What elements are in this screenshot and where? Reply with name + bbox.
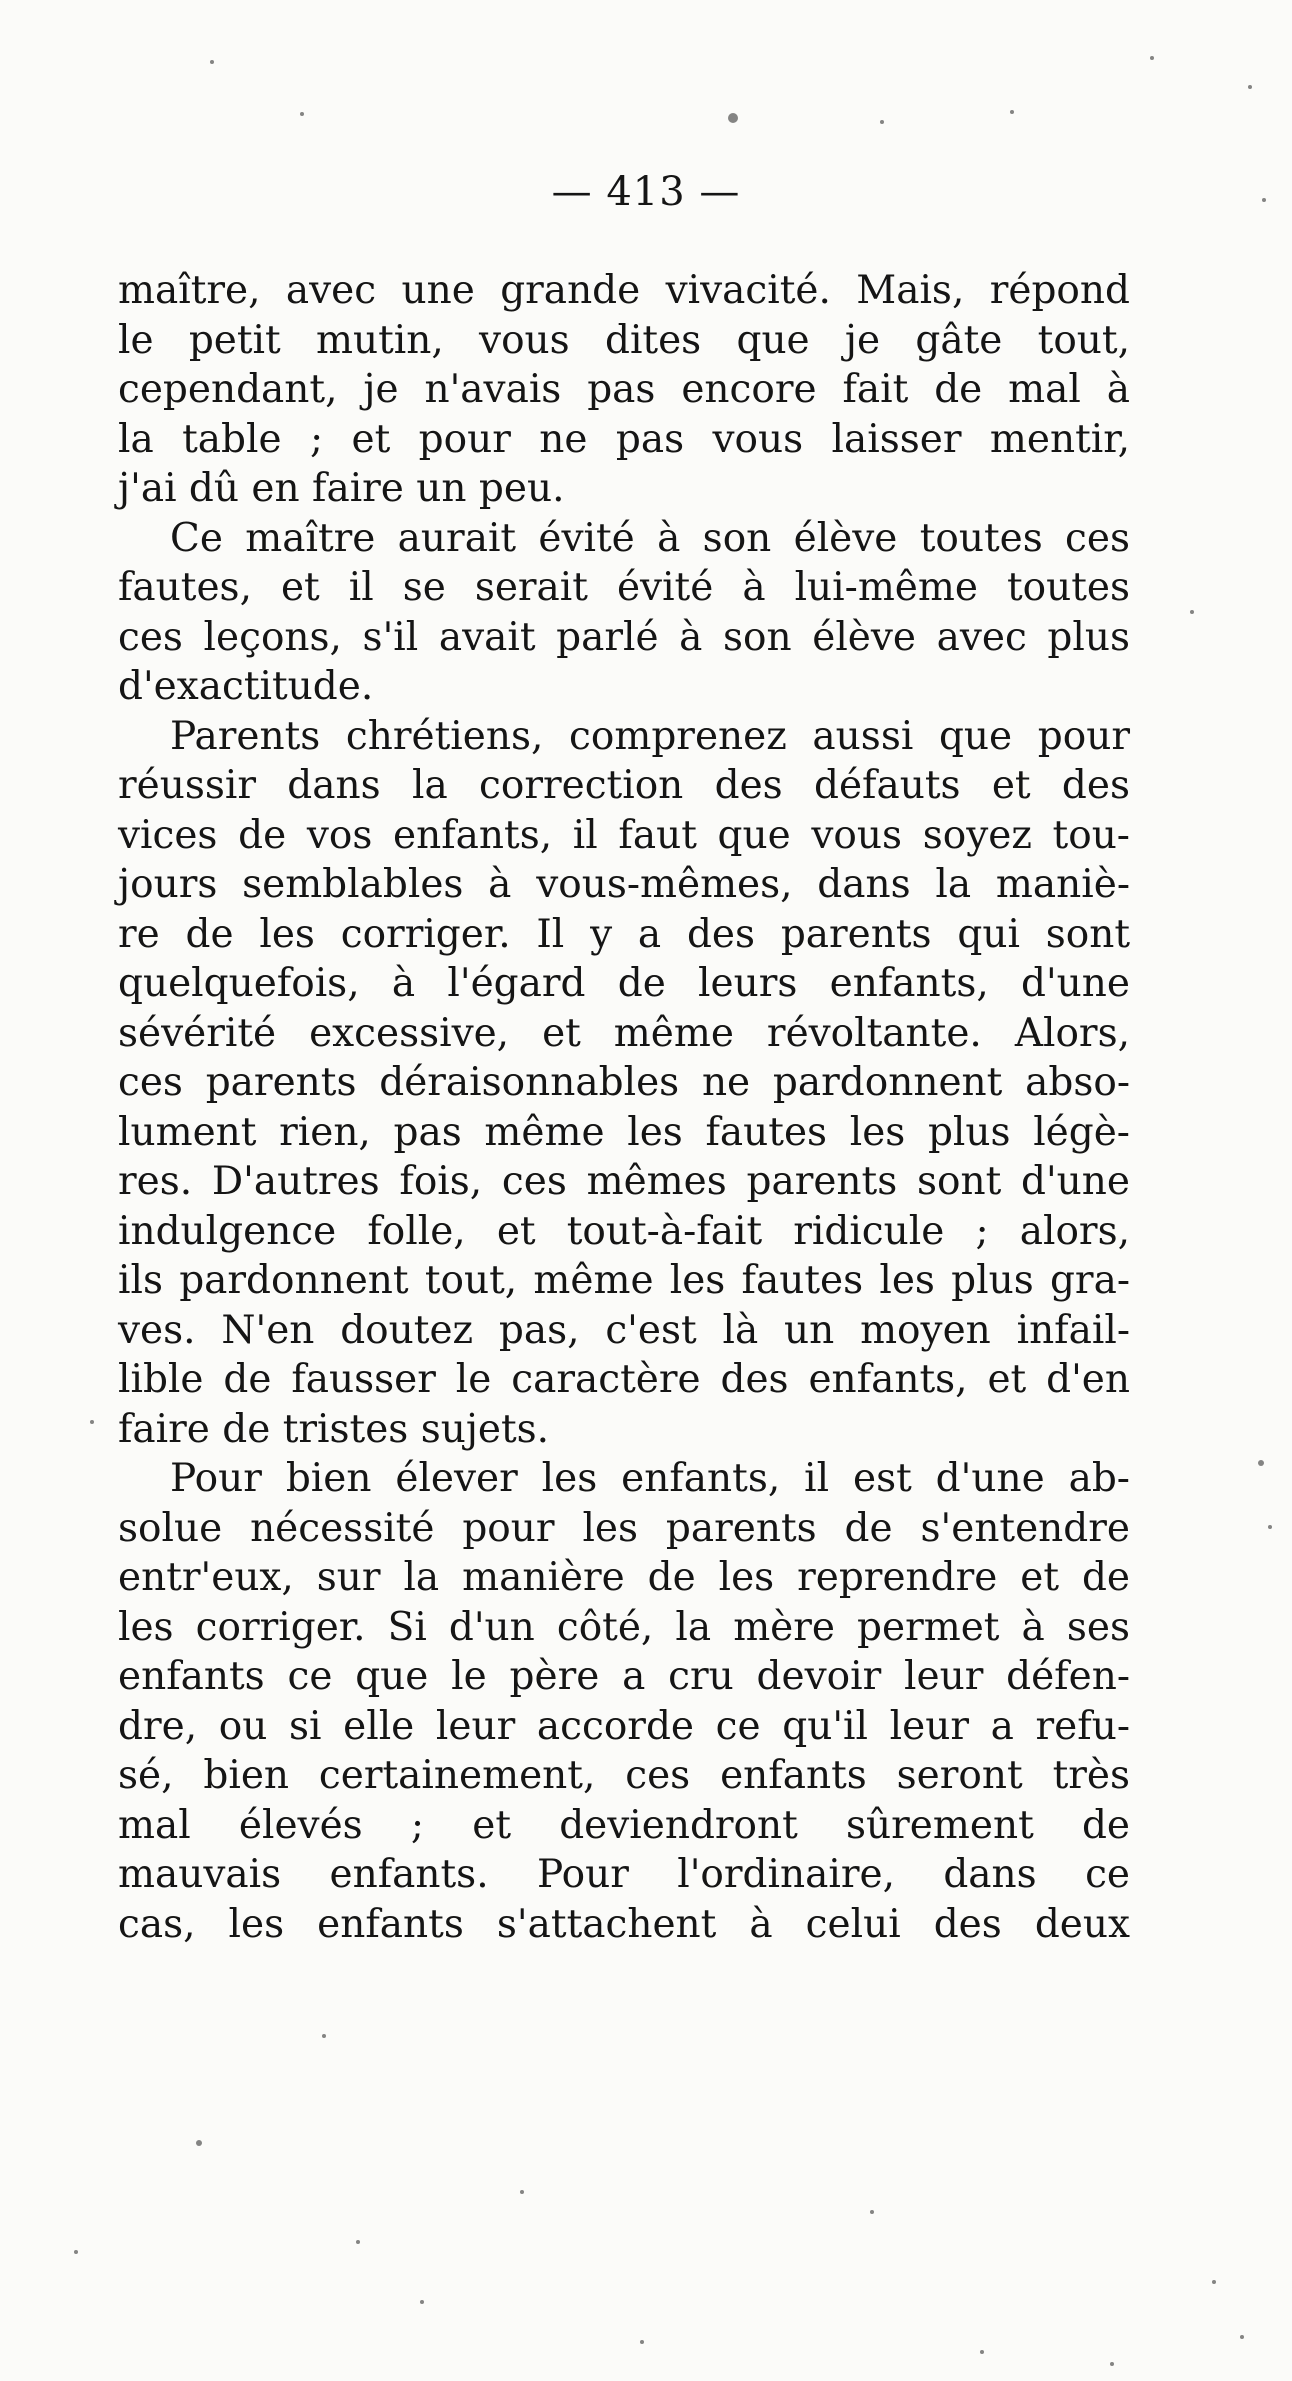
paper-speck: [1110, 2362, 1114, 2366]
paper-speck: [74, 2250, 78, 2254]
paper-speck: [728, 113, 738, 123]
paper-speck: [196, 2140, 202, 2146]
text-line: enfants ce que le père a cru devoir leur défen-: [118, 1654, 1130, 1699]
text-line: Pour bien élever les enfants, il est d'une ab-: [170, 1456, 1130, 1501]
text-line: d'exactitude.: [118, 664, 374, 709]
text-line: res. D'autres fois, ces mêmes parents sont d'une: [118, 1159, 1130, 1204]
paper-speck: [322, 2034, 326, 2038]
text-line: indulgence folle, et tout-à-fait ridicule ; alors,: [118, 1208, 1130, 1254]
text-line: quelquefois, à l'égard de leurs enfants, d'une: [118, 961, 1130, 1006]
paper-speck: [980, 2350, 984, 2354]
text-line: Parents chrétiens, comprenez aussi que pour: [170, 713, 1130, 759]
paper-speck: [1248, 85, 1252, 89]
text-line: dre, ou si elle leur accorde ce qu'il leur a refu-: [118, 1703, 1130, 1749]
text-line: sévérité excessive, et même révoltante. Alors,: [118, 1010, 1130, 1056]
text-line: vices de vos enfants, il faut que vous soyez tou-: [118, 812, 1130, 858]
text-line: solue nécessité pour les parents de s'entendre: [118, 1505, 1130, 1551]
paper-speck: [1190, 610, 1194, 614]
text-line: ces parents déraisonnables ne pardonnent abso-: [118, 1060, 1130, 1105]
text-line: cependant, je n'avais pas encore fait de mal à: [118, 367, 1130, 412]
paper-speck: [520, 2190, 524, 2194]
text-line: sé, bien certainement, ces enfants seront très: [118, 1753, 1130, 1798]
paper-speck: [1150, 56, 1154, 60]
paper-speck: [90, 1420, 94, 1424]
body-text: [118, 266, 1130, 1949]
text-line: entr'eux, sur la manière de les reprendre et de: [118, 1555, 1130, 1600]
text-line: cas, les enfants s'attachent à celui des deux: [118, 1901, 1130, 1947]
text-line: re de les corriger. Il y a des parents qui sont: [118, 911, 1130, 957]
text-line: jours semblables à vous-mêmes, dans la maniè-: [118, 862, 1130, 907]
text-line: lible de fausser le caractère des enfants, et d'en: [118, 1357, 1130, 1402]
text-line: lument rien, pas même les fautes les plus légè-: [118, 1109, 1130, 1155]
text-line: mauvais enfants. Pour l'ordinaire, dans ce: [118, 1852, 1130, 1897]
text-line: maître, avec une grande vivacité. Mais, répond: [118, 268, 1130, 313]
text-line: faire de tristes sujets.: [118, 1406, 550, 1452]
paper-speck: [210, 60, 214, 64]
paper-speck: [870, 2210, 874, 2214]
paper-speck: [1268, 1525, 1272, 1529]
paper-speck: [1240, 2335, 1244, 2339]
paper-speck: [640, 2340, 644, 2344]
text-line: la table ; et pour ne pas vous laisser mentir,: [118, 416, 1130, 462]
paper-speck: [1212, 2280, 1216, 2284]
paper-speck: [880, 120, 884, 124]
text-line: le petit mutin, vous dites que je gâte tout,: [118, 317, 1130, 363]
paper-speck: [1010, 110, 1014, 114]
paper-speck: [300, 112, 304, 116]
text-line: mal élevés ; et deviendront sûrement de: [118, 1802, 1130, 1848]
text-line: j'ai dû en faire un peu.: [118, 466, 565, 511]
paper-speck: [356, 2240, 360, 2244]
text-line: ves. N'en doutez pas, c'est là un moyen infail-: [118, 1307, 1130, 1353]
text-line: réussir dans la correction des défauts et des: [118, 763, 1130, 808]
text-line: ils pardonnent tout, même les fautes les plus gra-: [118, 1258, 1130, 1303]
paper-speck: [420, 2300, 424, 2304]
paper-speck: [1258, 1460, 1264, 1466]
text-line: Ce maître aurait évité à son élève toutes ces: [170, 515, 1130, 561]
paper-speck: [1262, 198, 1266, 202]
text-line: les corriger. Si d'un côté, la mère permet à ses: [118, 1604, 1130, 1650]
page-number: — 413 —: [551, 169, 741, 215]
text-line: fautes, et il se serait évité à lui-même toutes: [118, 565, 1130, 610]
text-line: ces leçons, s'il avait parlé à son élève avec plus: [118, 614, 1130, 660]
